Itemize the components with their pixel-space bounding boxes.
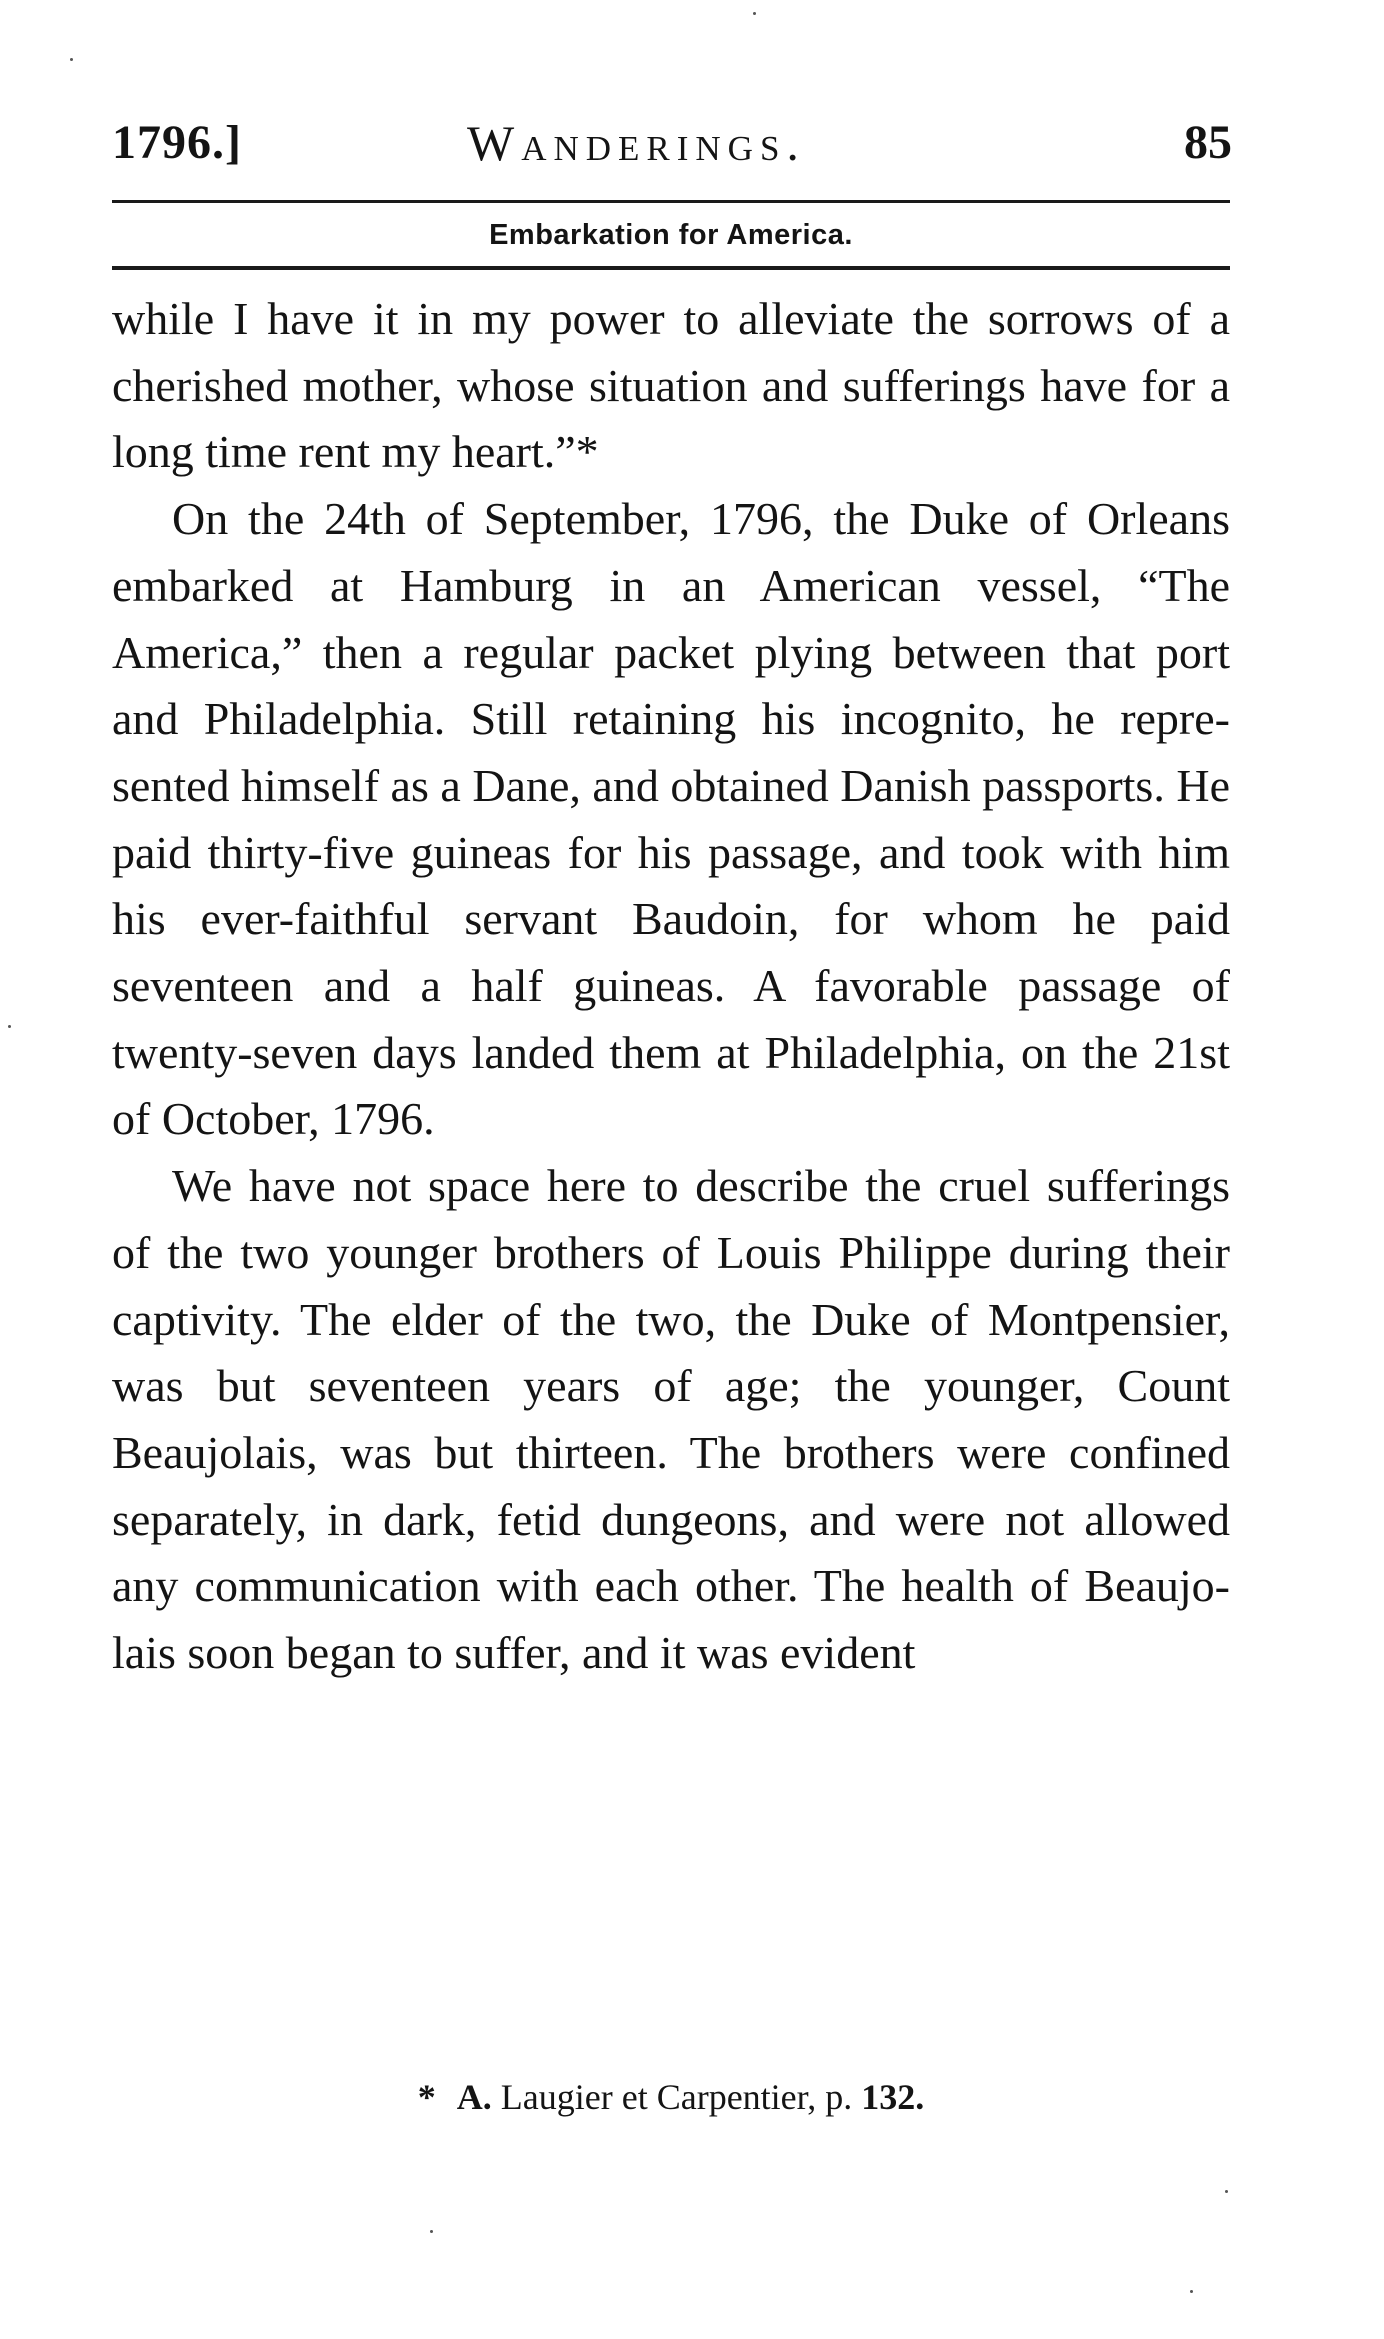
footnote <box>112 2072 1230 2122</box>
footnote-page: 132. <box>861 2077 925 2117</box>
scan-speck <box>1225 2190 1228 2193</box>
footnote-source: Laugier et Carpentier, p. <box>500 2077 853 2117</box>
header-rule-bottom <box>112 266 1230 270</box>
header-title: Wanderings. <box>467 115 806 171</box>
header-rule-top <box>112 200 1230 203</box>
footnote-prefix: A. <box>456 2077 492 2117</box>
paragraph-3: We have not space here to describe the cruel sufferings of the two younger brothers of Louis Philippe during their captivity. The elder of the two, the Duke of Montpensier, was but seventeen years of age; the younger, Count Beaujolais, was but thirteen. The brothers were confined separately, in dark, fetid dungeons, and were not allowed any communication with each other. The health of Beaujolais soon began to suffer, and it was evident <box>112 1160 1230 1679</box>
scan-speck <box>1190 2290 1193 2293</box>
header-year: 1796.] <box>112 116 242 169</box>
footnote-mark: * <box>417 2077 436 2117</box>
section-subhead: Embarkation for America. <box>489 219 853 251</box>
scan-speck <box>430 2230 433 2233</box>
running-header <box>112 112 1232 174</box>
scan-speck <box>70 58 73 61</box>
scan-speck <box>8 1025 11 1028</box>
paragraph-2: On the 24th of September, 1796, the Duke of Orleans embarked at Hamburg in an American vessel, “The America,” then a regular packet plying between that port and Philadelphia. Still retaining his incognito, he represented himself as a Dane, and obtained Danish passports. He paid thirty-five guineas for his passage, and took with him his ever-faithful servant Baudoin, for whom he paid seventeen and a half guineas. A favorable passage of twenty-seven days landed them at Philadelphia, on the 21st of October, 1796. <box>112 493 1230 1145</box>
scan-speck <box>753 12 756 15</box>
paragraph-1: while I have it in my power to alleviate the sorrows of a cherished mother, whose situation and sufferings have for a long time rent my heart.”* <box>112 293 1230 478</box>
body-text <box>112 286 1230 1687</box>
page-number: 85 <box>1184 116 1232 169</box>
